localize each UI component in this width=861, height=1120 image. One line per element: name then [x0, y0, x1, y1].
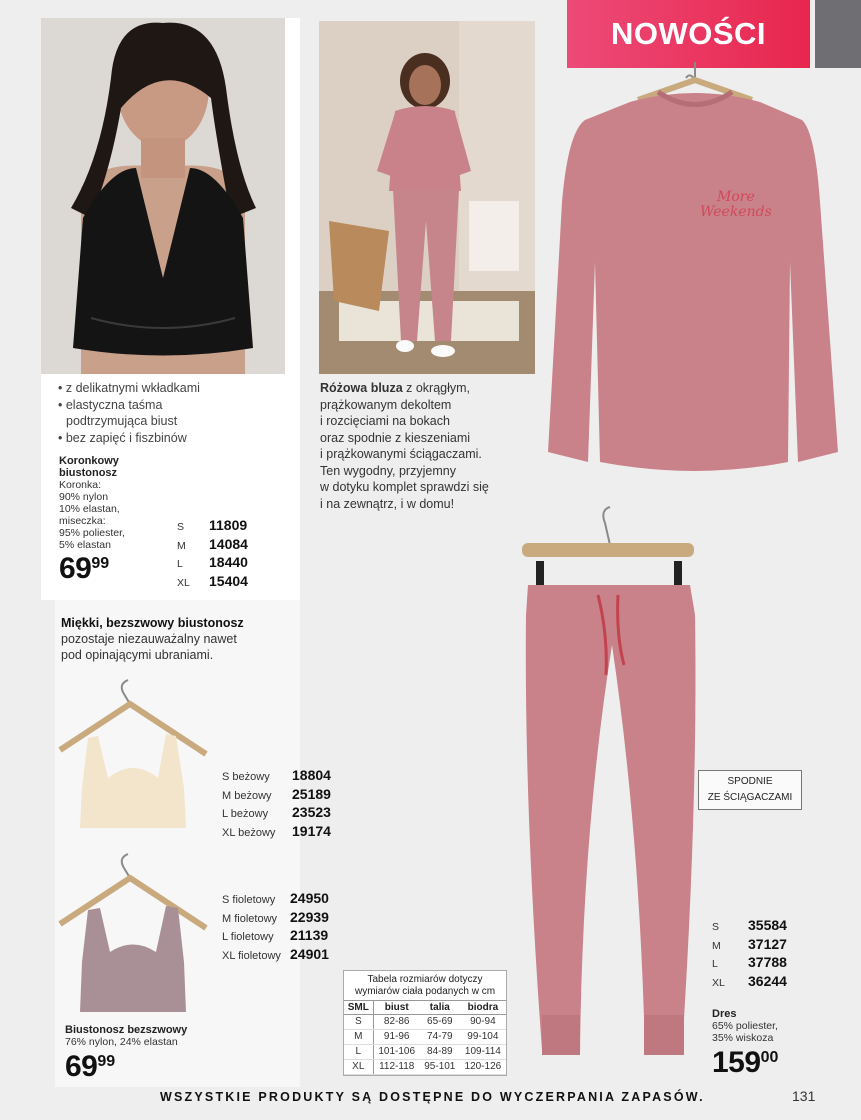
size-code-row: L beżowy 23523: [222, 804, 331, 820]
feature-line: podtrzymująca biust: [66, 414, 178, 428]
sweatshirt-photo: [540, 62, 845, 507]
size-code-row: S beżowy 18804: [222, 767, 331, 783]
product-name: Koronkowy: [59, 455, 119, 467]
beige-bra-codes: [222, 767, 331, 841]
lace-bra-codes: [177, 517, 248, 591]
material-line: 5% elastan: [59, 539, 111, 551]
material-line: 65% poliester,: [712, 1020, 778, 1032]
soft-bra-info: [65, 1024, 187, 1048]
size-code-row: S 35584: [712, 917, 787, 933]
soft-bra-description: Miękki, bezszwowy biustonosz pozostaje niezauważalny nawet pod opinającymi ubraniami.: [61, 616, 244, 662]
product-name: Dres: [712, 1008, 737, 1020]
product-name: biustonosz: [59, 467, 118, 479]
lace-bra-features: [58, 380, 200, 446]
product-name: Biustonosz bezszwowy: [65, 1024, 188, 1036]
size-code-row: L 18440: [177, 554, 248, 570]
tracksuit-price: 15900: [712, 1046, 779, 1079]
availability-footer: WSZYSTKIE PRODUKTY SĄ DOSTĘPNE DO WYCZERPANIA ZAPASÓW.: [160, 1090, 705, 1104]
size-code-row: XL fioletowy 24901: [222, 945, 329, 962]
material-line: Koronka:: [59, 479, 102, 491]
table-row: L 101-106 84-89 109-114: [344, 1045, 506, 1060]
model-tracksuit-photo: [319, 21, 535, 374]
feature-line: • elastyczna taśma: [58, 397, 163, 412]
tracksuit-codes: [712, 917, 787, 991]
size-code-row: M beżowy 25189: [222, 785, 331, 802]
lace-bra-price: 6999: [59, 552, 110, 585]
material-line: 35% wiskoza: [712, 1032, 774, 1044]
material-line: 10% elastan,: [59, 503, 120, 515]
sweatshirt-print: More Weekends: [700, 189, 772, 220]
new-badge: NOWOŚCI: [567, 0, 810, 68]
table-row: M 91-96 74-79 99-104: [344, 1030, 506, 1045]
size-code-row: S fioletowy 24950: [222, 890, 329, 906]
size-code-row: S 11809: [177, 517, 248, 533]
page-number: 131: [792, 1088, 816, 1104]
corner-tab: [815, 0, 861, 68]
material-line: 90% nylon: [59, 491, 109, 503]
size-code-row: XL 36244: [712, 972, 787, 989]
size-code-row: M 37127: [712, 935, 787, 952]
size-chart-title: Tabela rozmiarów dotyczy wymiarów ciała podanych w cm: [354, 974, 496, 997]
lace-bra-photo: [41, 18, 285, 374]
size-code-row: XL 15404: [177, 572, 248, 589]
feature-line: • bez zapięć i fiszbinów: [58, 430, 187, 445]
material-line: miseczka:: [59, 515, 106, 527]
table-row: XL 112-118 95-101 120-126: [344, 1060, 506, 1075]
violet-bra-codes: [222, 890, 329, 964]
size-code-row: XL beżowy 19174: [222, 822, 331, 839]
soft-bra-price: 6999: [65, 1050, 116, 1083]
size-chart: [343, 970, 507, 1076]
pants-photo: [520, 505, 700, 1075]
pants-label: SPODNIE ZE ŚCIĄGACZAMI: [698, 770, 802, 810]
lace-bra-info: [59, 455, 125, 551]
size-code-row: M fioletowy 22939: [222, 908, 329, 925]
violet-bra-photo: [58, 852, 208, 1017]
beige-bra-photo: [58, 678, 208, 838]
tracksuit-info: [712, 1008, 778, 1044]
feature-line: • z delikatnymi wkładkami: [58, 381, 200, 395]
size-code-row: L fioletowy 21139: [222, 927, 329, 943]
table-row: S 82-86 65-69 90-94: [344, 1015, 506, 1030]
size-chart-table: SML biust talia biodra S 82-86 65-69 90-94 M 91-96 74-79 99-104 L 101-106 84-89 109-114 XL 112-118 95-101 120-126: [344, 1000, 506, 1075]
size-code-row: M 14084: [177, 535, 248, 552]
tracksuit-description: Różowa bluza z okrągłym, prążkowanym dekoltem i rozcięciami na bokach oraz spodnie z kieszeniami i prążkowanymi ściągaczami. Ten wygodny, przyjemny w dotyku komplet sprawdzi się i na zewnątrz, i w domu!: [320, 381, 489, 511]
material-line: 95% poliester,: [59, 527, 125, 539]
size-code-row: L 37788: [712, 954, 787, 970]
material-line: 76% nylon, 24% elastan: [65, 1036, 178, 1048]
